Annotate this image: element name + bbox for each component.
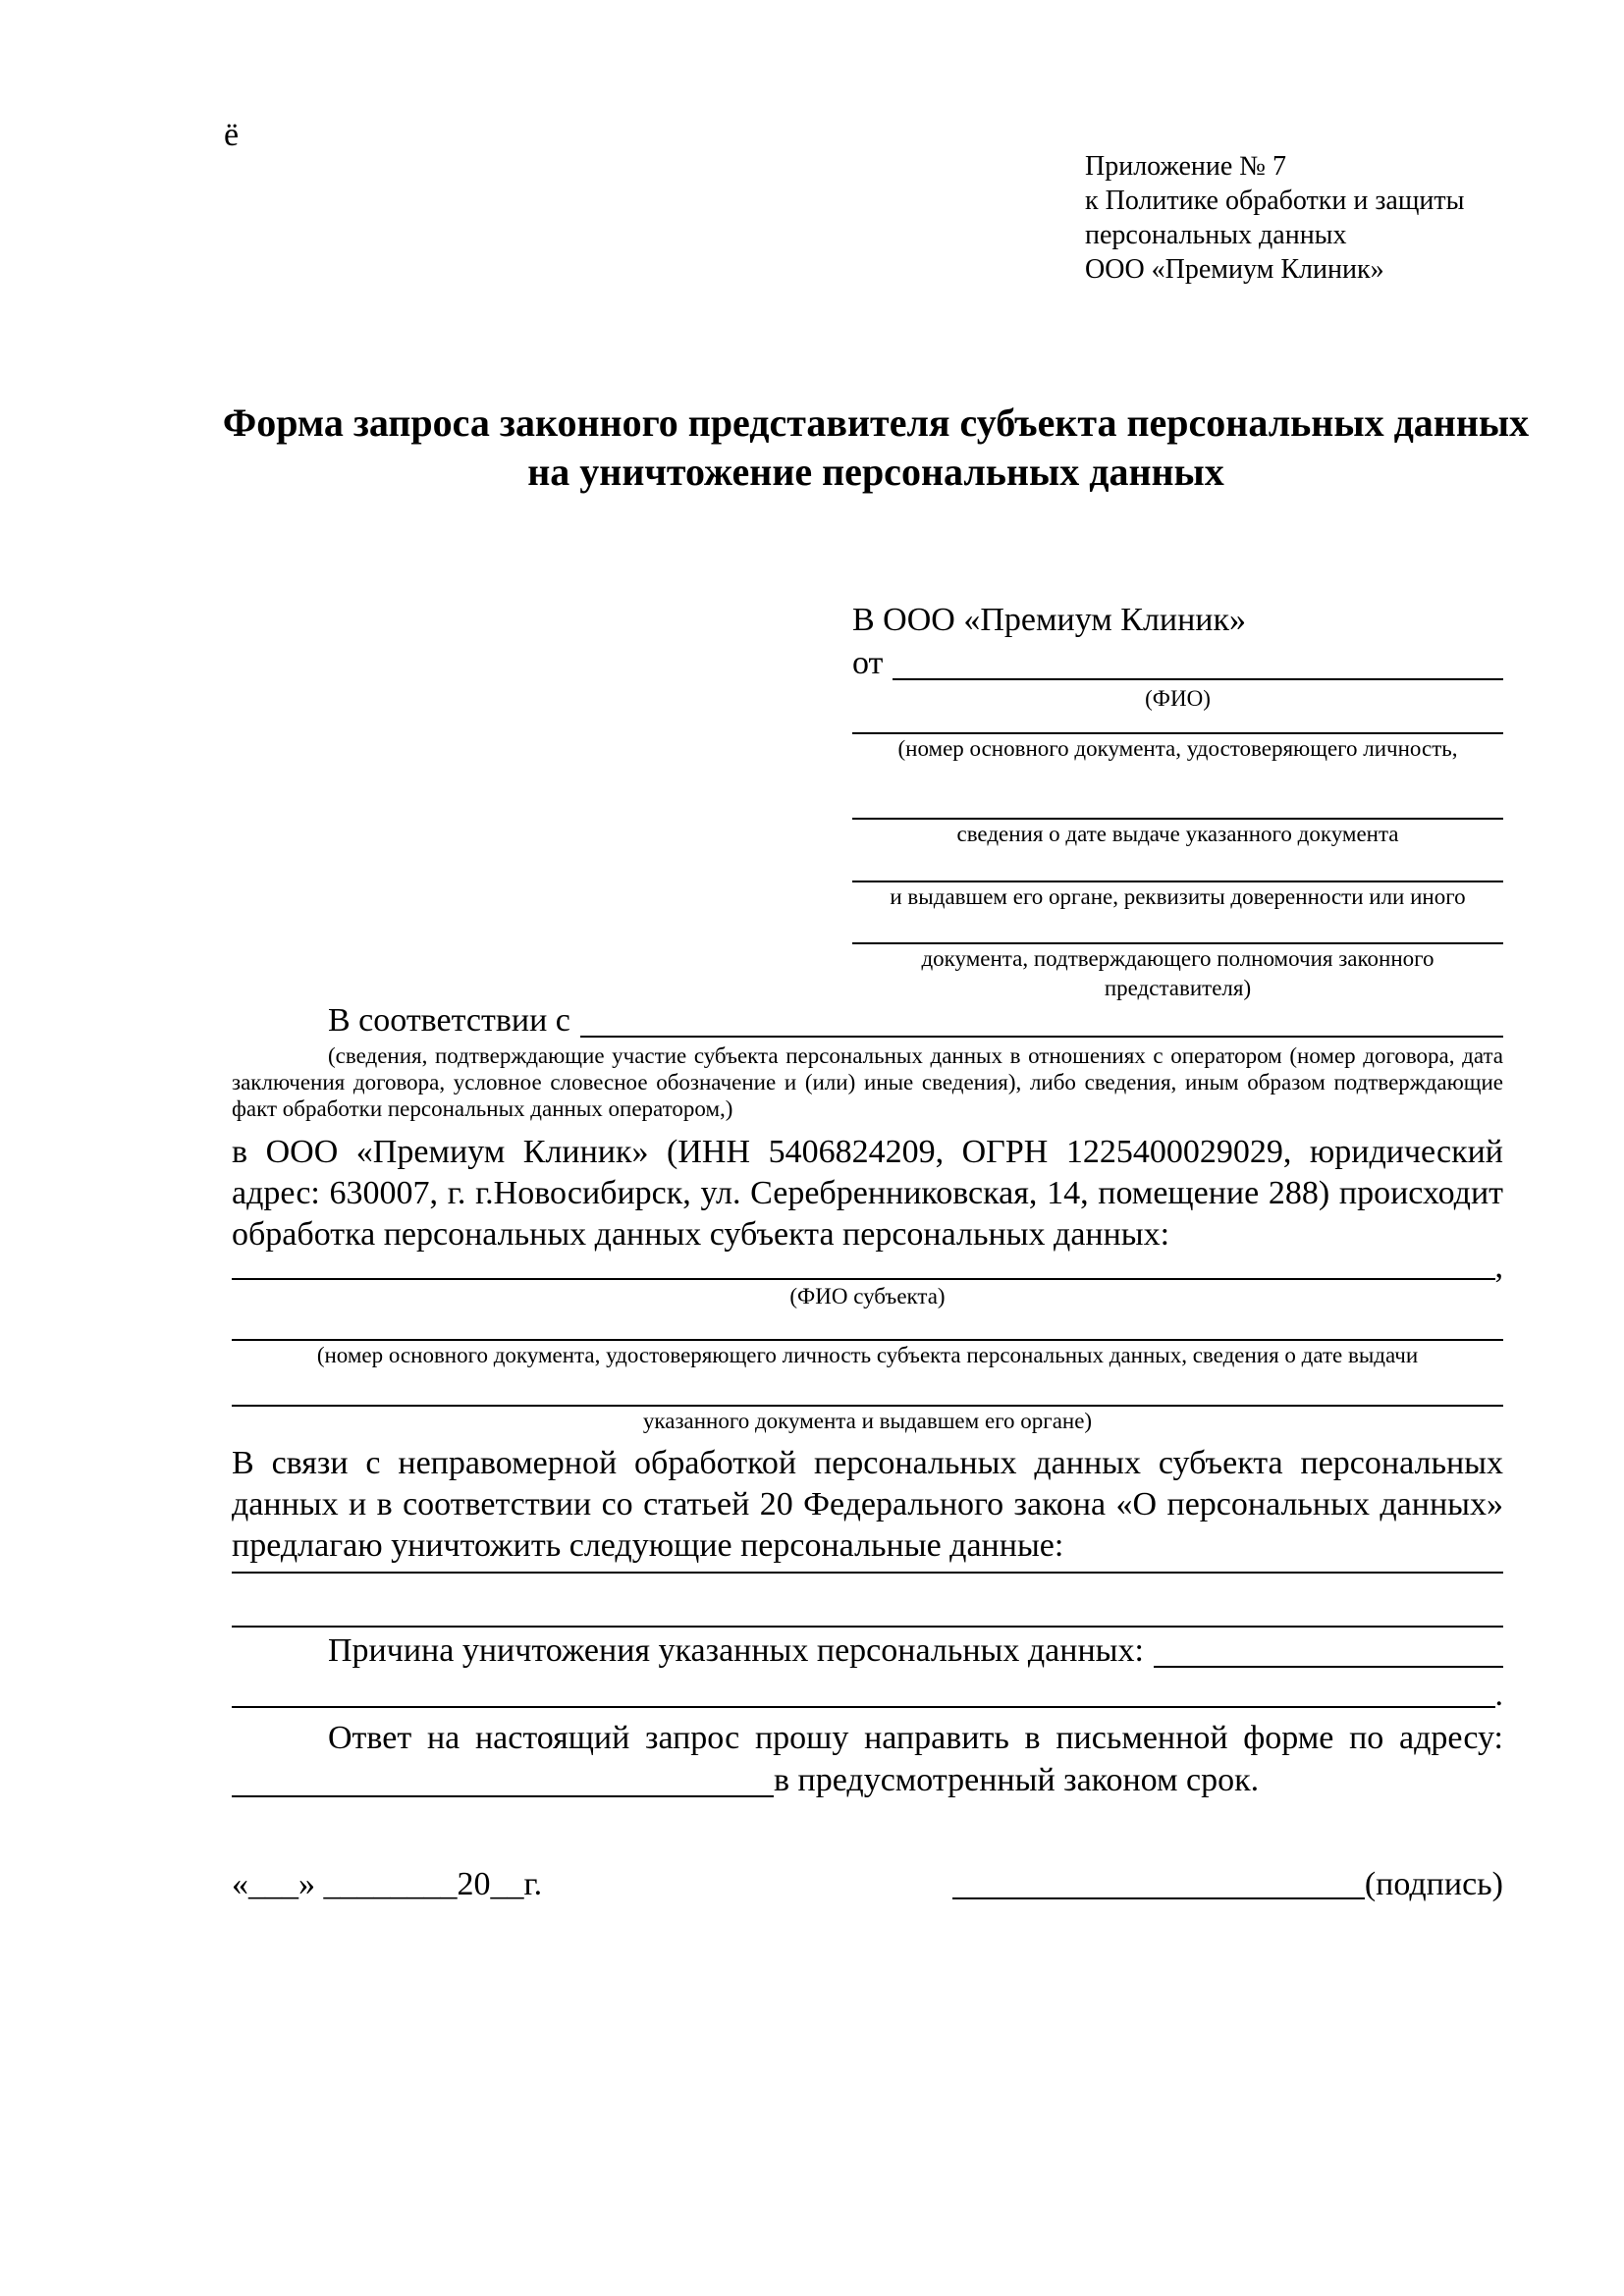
signature-blank-line bbox=[952, 1897, 1365, 1899]
signature-caption: (подпись) bbox=[1364, 1866, 1503, 1902]
reason-continuation-row bbox=[232, 1673, 1503, 1713]
trailing-comma: , bbox=[1494, 1249, 1503, 1285]
appendix-line-3: персональных данных bbox=[1085, 220, 1347, 250]
blank-line bbox=[232, 1258, 1495, 1280]
accordance-label: В соответствии с bbox=[328, 1002, 570, 1039]
field-caption-4: документа, подтверждающего полномочия законного представителя) bbox=[921, 946, 1435, 1000]
reply-paragraph: Ответ на настоящий запрос прошу направить в письменной форме по адресу: bbox=[328, 1720, 1503, 1756]
signature-footer bbox=[232, 1863, 1503, 1906]
stray-character: ё bbox=[224, 117, 240, 153]
field-caption-3: и выдавшем его органе, реквизиты доверенности или иного bbox=[890, 884, 1466, 909]
title-line-1: Форма запроса законного представителя субъекта персональных данных bbox=[222, 400, 1530, 445]
blank-line bbox=[232, 1567, 1503, 1574]
unlawful-paragraph: В связи с неправомерной обработкой персональных данных субъекта персональных данных и в соответствии со статьей 20 Федерального закона «О персональных данных» предлагаю уничтожить следующие персональные данные: bbox=[232, 1445, 1503, 1564]
appendix-line-1: Приложение № 7 bbox=[1085, 151, 1286, 182]
document-title bbox=[196, 399, 1555, 497]
field-caption-1: (номер основного документа, удостоверяющего личность, bbox=[897, 736, 1458, 761]
blank-line bbox=[232, 1673, 1495, 1708]
reason-row bbox=[232, 1629, 1503, 1673]
subject-doc-caption-1: (номер основного документа, удостоверяющего личность субъекта персональных данных, сведения о дате выдачи bbox=[316, 1343, 1419, 1367]
from-label: от bbox=[852, 645, 884, 681]
trailing-period: . bbox=[1494, 1677, 1503, 1713]
reason-label: Причина уничтожения указанных персональных данных: bbox=[328, 1632, 1144, 1669]
operator-paragraph: в ООО «Премиум Клиник» (ИНН 5406824209, ОГРН 1225400029029, юридический адрес: 630007, г. г.Новосибирск, ул. Серебренниковская, 14, помещение 288) происходит обработка персональных данных субъекта персональных данных: bbox=[232, 1134, 1503, 1253]
request-section bbox=[232, 1249, 1503, 1802]
blank-line bbox=[232, 1574, 1503, 1628]
addressee-from-row bbox=[852, 642, 1503, 685]
addressee-to-line: В ООО «Премиум Клиник» bbox=[852, 602, 1247, 638]
field-caption-2: сведения о дате выдаче указанного документа bbox=[956, 822, 1399, 846]
from-blank-line bbox=[893, 642, 1503, 680]
appendix-line-2: к Политике обработки и защиты bbox=[1085, 186, 1465, 216]
blank-line bbox=[852, 764, 1503, 820]
date-blank-line: «___» ________20__г. bbox=[232, 1866, 543, 1902]
addressee-block bbox=[852, 599, 1503, 1003]
subject-fio-caption: (ФИО субъекта) bbox=[789, 1284, 946, 1308]
address-blank-line bbox=[232, 1759, 774, 1797]
appendix-line-4: ООО «Премиум Клиник» bbox=[1085, 254, 1384, 285]
fio-caption: (ФИО) bbox=[1145, 686, 1211, 711]
reply-suffix-row bbox=[232, 1759, 1503, 1802]
blank-line bbox=[852, 713, 1503, 734]
accordance-caption: (сведения, подтверждающие участие субъекта персональных данных в отношениях с оператором (номер договора, дата заключения договора, условное словесное обозначение и (или) иные сведения), либо сведения, иным образом подтверждающие факт обработки персональных данных оператором,) bbox=[232, 1043, 1503, 1121]
title-line-2: на уничтожение персональных данных bbox=[527, 450, 1224, 494]
appendix-header bbox=[1085, 149, 1464, 287]
accordance-section bbox=[232, 999, 1503, 1255]
accordance-row bbox=[232, 999, 1503, 1042]
blank-line bbox=[852, 912, 1503, 944]
blank-line bbox=[232, 1311, 1503, 1341]
blank-line bbox=[232, 1370, 1503, 1407]
subject-fio-row bbox=[232, 1249, 1503, 1285]
reply-suffix: в предусмотренный законом срок. bbox=[774, 1762, 1260, 1798]
blank-line bbox=[852, 849, 1503, 882]
subject-doc-caption-2: указанного документа и выдавшем его органе) bbox=[642, 1409, 1093, 1433]
accordance-blank-line bbox=[580, 999, 1503, 1038]
signature-area bbox=[952, 1863, 1503, 1906]
reason-blank-line bbox=[1154, 1629, 1503, 1668]
